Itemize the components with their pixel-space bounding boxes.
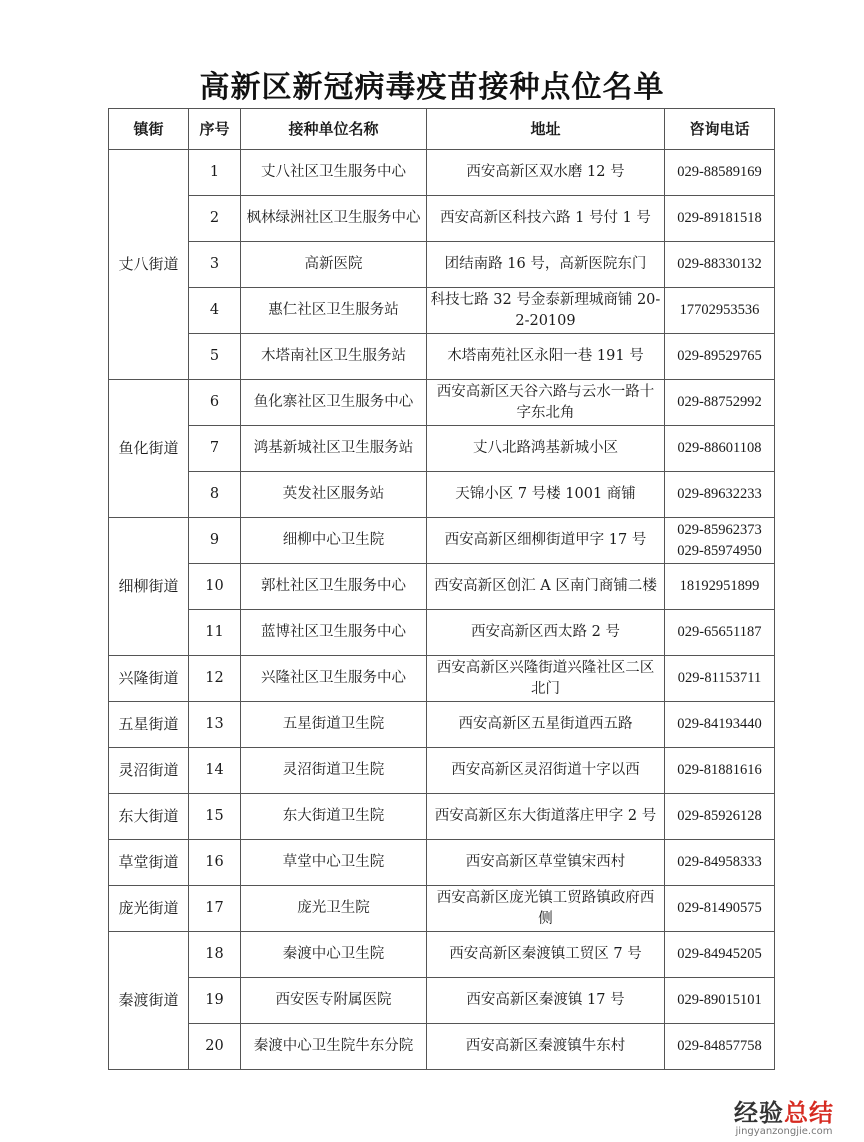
table-row [109,1024,775,1070]
address-cell: 西安高新区创汇 A 区南门商铺二楼 [427,564,665,610]
table-row [109,242,775,288]
site-name-cell: 细柳中心卫生院 [241,518,427,564]
row-number-cell: 6 [189,380,241,426]
town-cell: 丈八街道 [109,150,189,380]
row-number-cell: 9 [189,518,241,564]
phone-number: 029-89632233 [677,486,762,502]
phone-number: 029-89015101 [677,992,762,1008]
phone-number: 18192951899 [679,578,760,594]
town-cell: 兴隆街道 [109,656,189,702]
row-number-cell: 19 [189,978,241,1024]
address-cell: 西安高新区秦渡镇工贸区 7 号 [427,932,665,978]
watermark [734,1093,834,1137]
watermark-url: jingyanzongjie.com [735,1126,833,1137]
phone-number: 029-65651187 [677,624,762,640]
site-name-cell: 枫林绿洲社区卫生服务中心 [241,196,427,242]
site-name-cell: 灵沼街道卫生院 [241,748,427,794]
site-name-cell: 鱼化寨社区卫生服务中心 [241,380,427,426]
address-cell: 西安高新区灵沼街道十字以西 [427,748,665,794]
address-cell: 丈八北路鸿基新城小区 [427,426,665,472]
site-name-cell: 英发社区服务站 [241,472,427,518]
phone-cell [665,656,775,702]
site-name-cell: 东大街道卫生院 [241,794,427,840]
row-number-cell: 2 [189,196,241,242]
phone-cell [665,1024,775,1070]
row-number-cell: 8 [189,472,241,518]
address-cell: 科技七路 32 号金泰新理城商铺 20-2-20109 [427,288,665,334]
phone-number: 029-84193440 [677,716,762,732]
town-cell: 鱼化街道 [109,380,189,518]
row-number-cell: 3 [189,242,241,288]
address-cell: 西安高新区细柳街道甲字 17 号 [427,518,665,564]
site-name-cell: 秦渡中心卫生院 [241,932,427,978]
address-cell: 团结南路 16 号，高新医院东门 [427,242,665,288]
site-name-cell: 庞光卫生院 [241,886,427,932]
row-number-cell: 17 [189,886,241,932]
table-row [109,150,775,196]
address-cell: 西安高新区草堂镇宋西村 [427,840,665,886]
phone-number: 029-88601108 [677,440,762,456]
document-title: 高新区新冠病毒疫苗接种点位名单 [199,70,665,105]
table-row [109,932,775,978]
phone-number: 029-85974950 [677,542,762,559]
site-name-cell: 五星街道卫生院 [241,702,427,748]
table-row [109,472,775,518]
row-number-cell: 18 [189,932,241,978]
town-cell: 庞光街道 [109,886,189,932]
row-number-cell: 5 [189,334,241,380]
phone-cell [665,932,775,978]
phone-cell [665,748,775,794]
row-number-cell: 20 [189,1024,241,1070]
header-name: 接种单位名称 [241,109,427,150]
table-row [109,702,775,748]
address-cell: 木塔南苑社区永阳一巷 191 号 [427,334,665,380]
site-name-cell: 木塔南社区卫生服务站 [241,334,427,380]
phone-number: 029-89181518 [677,210,762,226]
phone-cell [665,380,775,426]
phone-cell [665,196,775,242]
vaccination-site-table [108,108,775,1070]
phone-cell [665,150,775,196]
phone-cell [665,794,775,840]
row-number-cell: 12 [189,656,241,702]
town-cell: 灵沼街道 [109,748,189,794]
site-name-cell: 西安医专附属医院 [241,978,427,1024]
header-phone: 咨询电话 [665,109,775,150]
table-row [109,794,775,840]
phone-cell [665,886,775,932]
phone-cell [665,610,775,656]
phone-cell [665,426,775,472]
row-number-cell: 10 [189,564,241,610]
header-no: 序号 [189,109,241,150]
town-cell: 草堂街道 [109,840,189,886]
table-row [109,288,775,334]
table-row [109,656,775,702]
town-cell: 五星街道 [109,702,189,748]
row-number-cell: 1 [189,150,241,196]
phone-cell [665,242,775,288]
row-number-cell: 11 [189,610,241,656]
address-cell: 西安高新区秦渡镇牛东村 [427,1024,665,1070]
header-address: 地址 [427,109,665,150]
town-cell: 东大街道 [109,794,189,840]
address-cell: 西安高新区天谷六路与云水一路十字东北角 [427,380,665,426]
site-name-cell: 秦渡中心卫生院牛东分院 [241,1024,427,1070]
table-row [109,564,775,610]
table-row [109,886,775,932]
phone-number: 029-85926128 [677,808,762,824]
phone-number: 029-84958333 [677,854,762,870]
phone-cell [665,518,775,564]
table-row [109,840,775,886]
phone-number: 17702953536 [679,302,760,318]
phone-number: 029-81153711 [677,670,762,686]
address-cell: 西安高新区科技六路 1 号付 1 号 [427,196,665,242]
address-cell: 西安高新区秦渡镇 17 号 [427,978,665,1024]
phone-number: 029-85962373 [677,521,762,538]
phone-number: 029-81490575 [677,900,762,916]
address-cell: 天锦小区 7 号楼 1001 商铺 [427,472,665,518]
table-row [109,380,775,426]
address-cell: 西安高新区兴隆街道兴隆社区二区北门 [427,656,665,702]
site-name-cell: 鸿基新城社区卫生服务站 [241,426,427,472]
site-name-cell: 惠仁社区卫生服务站 [241,288,427,334]
site-name-cell: 高新医院 [241,242,427,288]
site-name-cell: 蓝博社区卫生服务中心 [241,610,427,656]
table-row [109,610,775,656]
phone-cell [665,978,775,1024]
address-cell: 西安高新区双水磨 12 号 [427,150,665,196]
phone-cell [665,334,775,380]
phone-number: 029-81881616 [677,762,762,778]
table-row [109,978,775,1024]
town-cell: 细柳街道 [109,518,189,656]
table-header-row [109,109,775,150]
phone-cell [665,840,775,886]
phone-number: 029-84857758 [677,1038,762,1054]
row-number-cell: 7 [189,426,241,472]
address-cell: 西安高新区西太路 2 号 [427,610,665,656]
address-cell: 西安高新区五星街道西五路 [427,702,665,748]
phone-number: 029-88589169 [677,164,762,180]
row-number-cell: 16 [189,840,241,886]
phone-cell [665,472,775,518]
table-row [109,196,775,242]
header-town: 镇街 [109,109,189,150]
site-name-cell: 草堂中心卫生院 [241,840,427,886]
phone-cell [665,288,775,334]
row-number-cell: 14 [189,748,241,794]
watermark-logo-text: 经验总结 [734,1099,834,1127]
address-cell: 西安高新区东大街道落庄甲字 2 号 [427,794,665,840]
table-body [109,150,775,1070]
phone-cell [665,702,775,748]
row-number-cell: 13 [189,702,241,748]
row-number-cell: 4 [189,288,241,334]
table-row [109,748,775,794]
phone-number: 029-88330132 [677,256,762,272]
phone-cell [665,564,775,610]
site-name-cell: 丈八社区卫生服务中心 [241,150,427,196]
site-name-cell: 兴隆社区卫生服务中心 [241,656,427,702]
address-cell: 西安高新区庞光镇工贸路镇政府西侧 [427,886,665,932]
phone-number: 029-84945205 [677,946,762,962]
phone-number: 029-88752992 [677,394,762,410]
site-name-cell: 郭杜社区卫生服务中心 [241,564,427,610]
phone-number: 029-89529765 [677,348,762,364]
row-number-cell: 15 [189,794,241,840]
table-row [109,334,775,380]
table-row [109,518,775,564]
town-cell: 秦渡街道 [109,932,189,1070]
table-row [109,426,775,472]
